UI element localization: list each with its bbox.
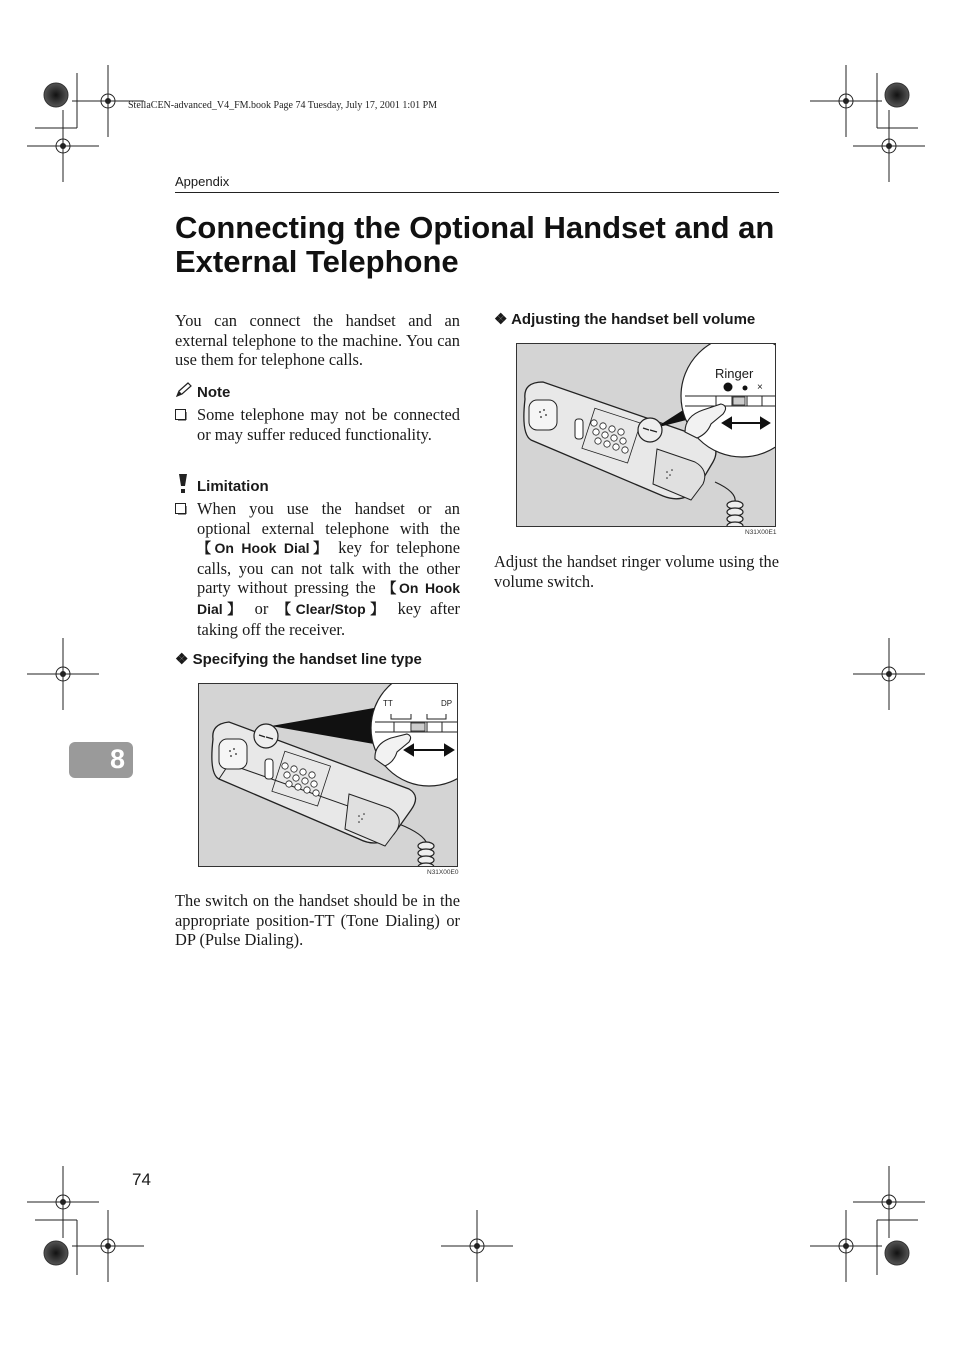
bell-volume-figure	[516, 343, 776, 527]
ringer-label: Ringer	[715, 366, 754, 381]
chapter-number: 8	[110, 744, 126, 774]
bell-volume-description: Adjust the handset ringer volume using the volume switch.	[494, 552, 779, 591]
page-title	[175, 211, 795, 279]
section-label: Appendix	[175, 174, 230, 189]
note-heading: Note	[197, 384, 231, 401]
exclamation-icon	[175, 474, 191, 494]
header-rule	[175, 192, 779, 193]
limitation-text-b: key for telephone calls, you can not talk with the other party without pressing the	[197, 538, 461, 598]
dp-label: DP	[441, 699, 453, 708]
bell-volume-subheading	[494, 310, 755, 328]
handset-illustration	[199, 684, 457, 866]
limitation-heading: Limitation	[197, 478, 269, 495]
bell-volume-heading-text: Adjusting the handset bell volume	[511, 311, 756, 328]
line-type-figure-code: N31X00E0	[427, 869, 459, 876]
line-type-subheading	[175, 650, 422, 668]
book-info: StellaCEN-advanced_V4_FM.book Page 74 Tuesday, July 17, 2001 1:01 PM	[128, 100, 438, 111]
limitation-text-a: When you use the handset or an optional external telephone with the	[197, 499, 460, 538]
limitation-text-c: or	[245, 598, 278, 618]
limitation-text	[197, 499, 460, 639]
ringer-off-label: ×	[757, 382, 763, 393]
note-text: Some telephone may not be connected or may suffer reduced functionality.	[197, 405, 460, 444]
title-line-1: Connecting the Optional Handset and an	[175, 210, 775, 245]
tt-label: TT	[383, 699, 393, 708]
clear-stop-key: 【Clear/Stop】	[277, 600, 389, 617]
bell-volume-figure-code: N31X00E1	[745, 529, 777, 536]
on-hook-dial-key-1: 【On Hook Dial】	[197, 540, 331, 557]
diamond-bullet-icon: ❖	[494, 311, 508, 328]
intro-paragraph: You can connect the handset and an external telephone to the machine. You can use them for telephone calls.	[175, 311, 460, 370]
line-type-description: The switch on the handset should be in the appropriate position-TT (Tone Dialing) or DP (Pulse Dialing).	[175, 891, 460, 950]
on-hook-dial-key-2: 【On Hook Dial】	[197, 580, 460, 617]
clear-stop-label: Clear/Stop	[295, 600, 366, 617]
checkbox-bullet-icon	[175, 503, 187, 515]
diamond-bullet-icon: ❖	[175, 651, 189, 668]
page-number: 74	[132, 1170, 151, 1189]
pencil-icon	[175, 382, 192, 398]
title-line-2: External Telephone	[175, 244, 459, 279]
checkbox-bullet-icon	[175, 409, 187, 421]
line-type-figure	[198, 683, 458, 867]
on-hook-dial-label: On Hook Dial	[197, 580, 460, 617]
limitation-text-d: key after taking off the receiver.	[197, 598, 461, 639]
line-type-heading-text: Specifying the handset line type	[192, 651, 422, 668]
on-hook-dial-label: On Hook Dial	[214, 540, 310, 557]
